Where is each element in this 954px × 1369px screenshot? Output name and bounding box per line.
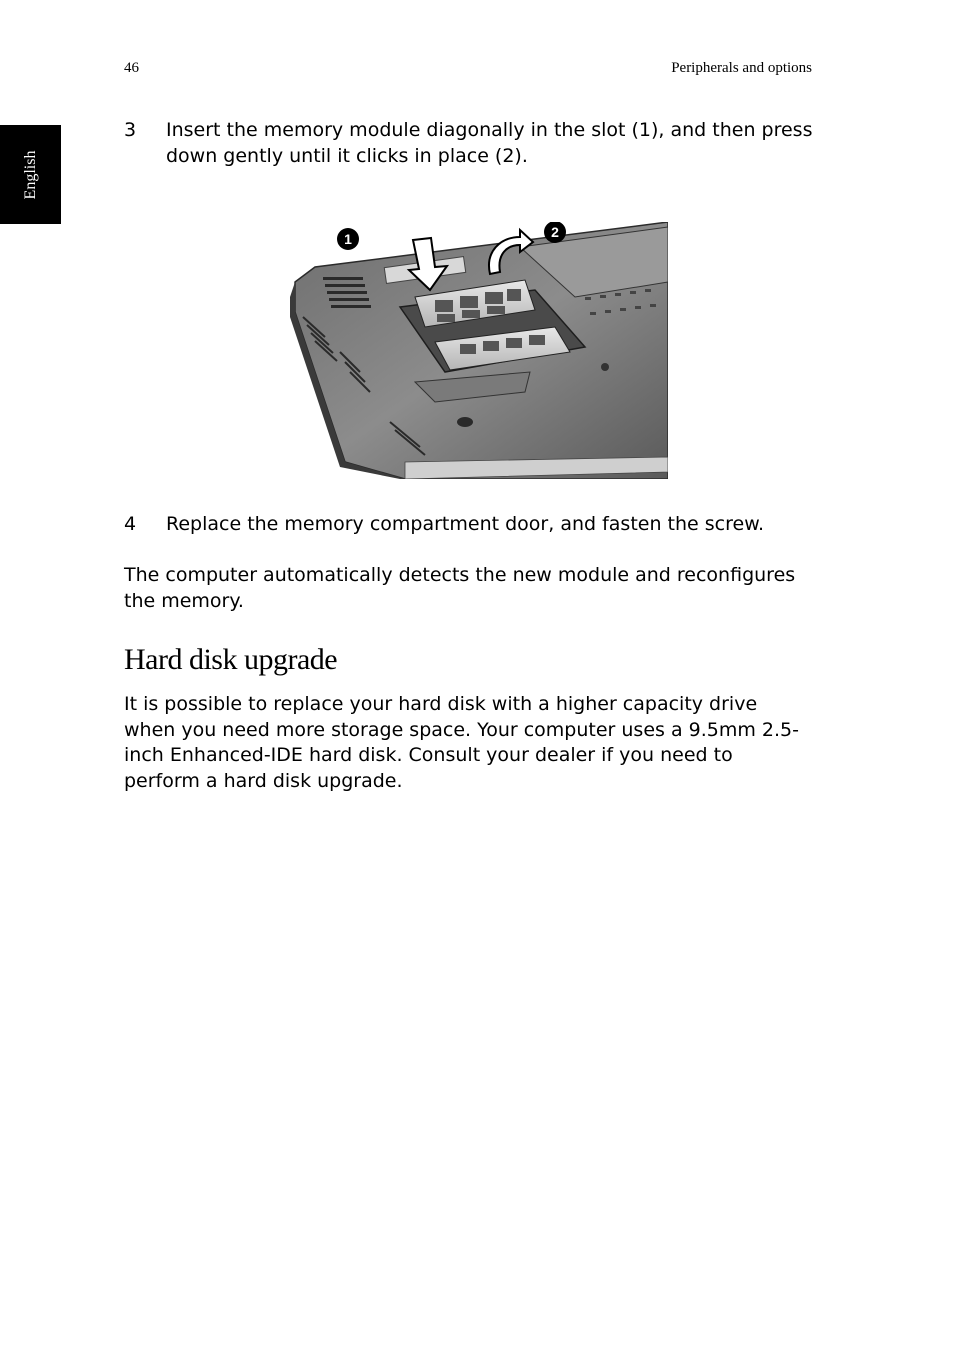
- language-label: English: [21, 150, 39, 199]
- callout-2-icon: [544, 222, 566, 243]
- svg-text:1: 1: [344, 231, 352, 247]
- page-number: 46: [124, 60, 139, 76]
- laptop-underside-illustration: [285, 222, 668, 479]
- step-3: [124, 118, 814, 169]
- step-4: [124, 512, 814, 538]
- running-header: Peripherals and options: [671, 60, 812, 76]
- section-body-paragraph: It is possible to replace your hard disk with a higher capacity drive when you need more storage space. Your computer uses a 9.5mm 2.5-inch Enhanced-IDE hard disk. Consult your dealer if you need to perform a hard disk upgrade.: [124, 693, 799, 792]
- svg-text:2: 2: [551, 224, 559, 240]
- callout-1-icon: [337, 228, 359, 250]
- step-text: Insert the memory module diagonally in the slot (1), and then press down gently until it clicks in place (2).: [166, 119, 813, 167]
- memory-install-illustration: [285, 222, 668, 479]
- language-side-tab: [0, 125, 61, 224]
- step-number: 3: [124, 119, 137, 141]
- detect-note-paragraph: The computer automatically detects the new module and reconfigures the memory.: [124, 564, 796, 612]
- step-number: 4: [124, 513, 137, 535]
- step-text: Replace the memory compartment door, and fasten the screw.: [166, 513, 765, 535]
- section-title: Hard disk upgrade: [124, 643, 338, 676]
